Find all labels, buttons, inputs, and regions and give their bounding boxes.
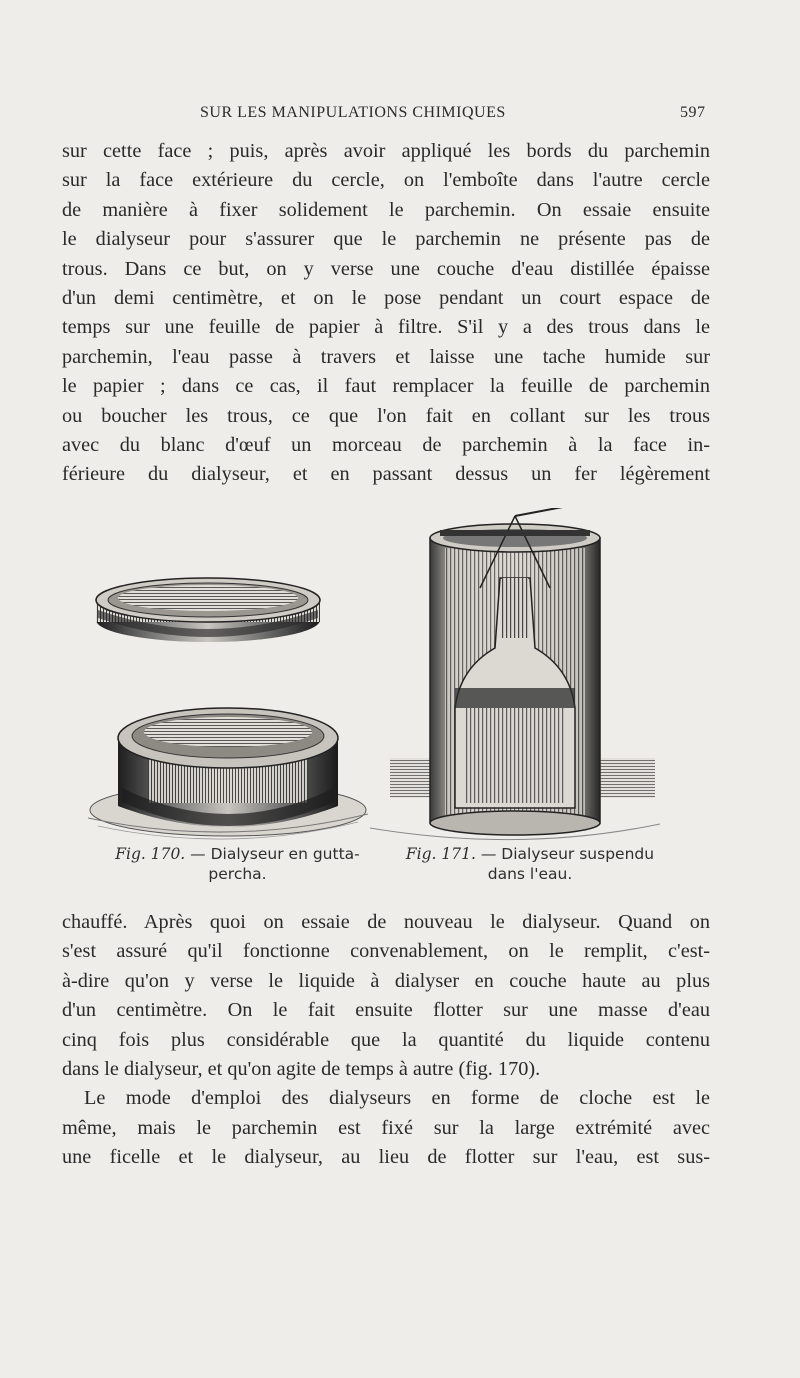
- lower-ring: [88, 708, 368, 839]
- paragraph-2: [62, 908, 710, 1173]
- figure-170-caption-text: — Dialyseur en gutta-: [185, 845, 360, 863]
- figure-170-dialyser-illustration: [88, 548, 368, 848]
- text-line: le papier ; dans ce cas, il faut remplacer la feuille de parchemin: [62, 375, 710, 398]
- running-head: [0, 104, 800, 128]
- figure-171-caption: [390, 844, 670, 884]
- text-line: parchemin, l'eau passe à travers et laisse une tache humide sur: [62, 345, 710, 368]
- text-line: avec du blanc d'œuf un morceau de parchemin à la face in-: [62, 434, 710, 457]
- text-line: férieure du dialyseur, et en passant dessus un fer légèrement: [62, 463, 710, 486]
- text-line: cinq fois plus considérable que la quantité du liquide contenu: [62, 1028, 710, 1051]
- figure-171-caption-text: — Dialyseur suspendu: [475, 845, 655, 863]
- text-line: le dialyseur pour s'assurer que le parchemin ne présente pas de: [62, 228, 710, 251]
- figure-170-number: Fig. 170.: [115, 845, 186, 863]
- text-line: d'un demi centimètre, et on le pose pendant un court espace de: [62, 287, 710, 310]
- text-line: Le mode d'emploi des dialyseurs en forme de cloche est le: [84, 1087, 710, 1110]
- figure-171-caption-line2: dans l'eau.: [487, 865, 573, 883]
- text-line: sur cette face ; puis, après avoir appliqué les bords du parchemin: [62, 140, 710, 162]
- text-line: dans le dialyseur, et qu'on agite de temps à autre (fig. 170).: [62, 1058, 541, 1081]
- page-number: 597: [680, 104, 706, 121]
- text-line: d'un centimètre. On le fait ensuite flotter sur une masse d'eau: [62, 999, 710, 1022]
- text-line: une ficelle et le dialyseur, au lieu de flotter sur l'eau, est sus-: [62, 1146, 710, 1169]
- text-line: trous. Dans ce but, on y verse une couche d'eau distillée épaisse: [62, 257, 710, 280]
- figure-170-caption: [100, 844, 375, 884]
- upper-ring: [96, 578, 320, 642]
- paragraph-1: [62, 137, 710, 490]
- text-line: ou boucher les trous, ce que l'on fait en collant sur les trous: [62, 404, 710, 427]
- running-head-title: SUR LES MANIPULATIONS CHIMIQUES: [200, 104, 506, 121]
- text-line: de manière à fixer solidement le parchemin. On essaie ensuite: [62, 198, 710, 221]
- text-line: à-dire qu'on y verse le liquide à dialyser en couche haute au plus: [62, 969, 710, 992]
- text-line: sur la face extérieure du cercle, on l'emboîte dans l'autre cercle: [62, 169, 710, 192]
- figure-170-caption-line2: percha.: [208, 865, 267, 883]
- figure-171-suspended-dialyser-illustration: [370, 508, 660, 848]
- text-line: même, mais le parchemin est fixé sur la large extrémité avec: [62, 1116, 710, 1139]
- text-line: chauffé. Après quoi on essaie de nouveau le dialyseur. Quand on: [62, 911, 710, 933]
- text-line: s'est assuré qu'il fonctionne convenablement, on le remplit, c'est-: [62, 940, 710, 963]
- text-line: temps sur une feuille de papier à filtre. S'il y a des trous dans le: [62, 316, 710, 339]
- figure-171-number: Fig. 171.: [405, 845, 476, 863]
